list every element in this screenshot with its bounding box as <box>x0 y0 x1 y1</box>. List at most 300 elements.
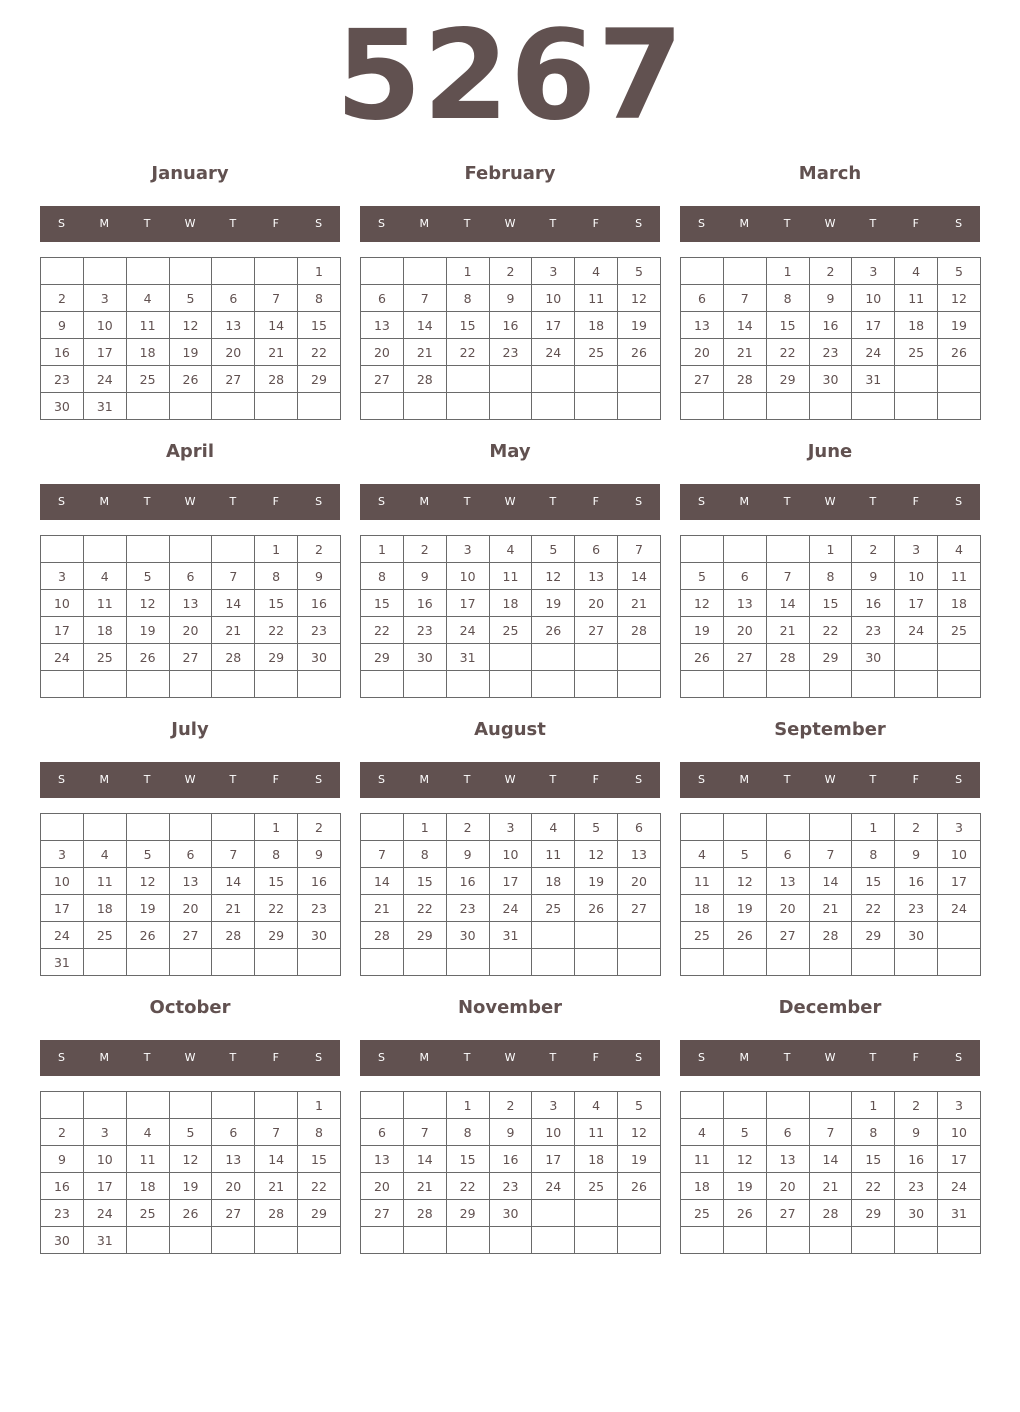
day-cell: 22 <box>766 339 809 366</box>
week-row <box>361 1119 661 1146</box>
day-cell: 25 <box>681 922 724 949</box>
day-cell: 26 <box>681 644 724 671</box>
day-cell: 10 <box>532 1119 575 1146</box>
day-cell: 26 <box>723 1200 766 1227</box>
day-cell: 12 <box>618 285 661 312</box>
day-cell: 8 <box>255 563 298 590</box>
day-cell: 2 <box>41 1119 84 1146</box>
day-cell: 27 <box>618 895 661 922</box>
day-cell: 10 <box>446 563 489 590</box>
day-cell: 17 <box>41 895 84 922</box>
day-cell <box>126 258 169 285</box>
day-cell: 16 <box>403 590 446 617</box>
day-grid <box>680 535 981 698</box>
day-cell <box>255 671 298 698</box>
day-cell: 19 <box>723 1173 766 1200</box>
day-cell: 28 <box>403 1200 446 1227</box>
day-cell: 11 <box>895 285 938 312</box>
week-row <box>681 1173 981 1200</box>
week-row <box>361 339 661 366</box>
day-grid <box>680 813 981 976</box>
day-cell: 6 <box>681 285 724 312</box>
day-cell: 30 <box>41 393 84 420</box>
day-cell: 20 <box>766 895 809 922</box>
day-cell: 3 <box>852 258 895 285</box>
weekday-label: T <box>869 217 877 230</box>
day-cell: 24 <box>532 1173 575 1200</box>
day-cell: 15 <box>766 312 809 339</box>
day-cell: 16 <box>895 1146 938 1173</box>
day-cell: 11 <box>126 1146 169 1173</box>
day-cell: 4 <box>575 1092 618 1119</box>
day-cell <box>618 949 661 976</box>
day-cell: 17 <box>446 590 489 617</box>
weekday-label: T <box>229 773 237 786</box>
day-cell: 22 <box>852 895 895 922</box>
day-cell: 16 <box>852 590 895 617</box>
day-cell: 2 <box>895 814 938 841</box>
weekday-label: M <box>419 217 430 230</box>
weekday-label: M <box>419 773 430 786</box>
week-row <box>681 1092 981 1119</box>
day-cell: 13 <box>212 312 255 339</box>
week-row <box>361 1173 661 1200</box>
day-cell: 26 <box>723 922 766 949</box>
day-cell: 5 <box>723 841 766 868</box>
weekday-label: S <box>635 773 643 786</box>
day-cell: 21 <box>723 339 766 366</box>
day-cell: 4 <box>489 536 532 563</box>
day-cell: 22 <box>852 1173 895 1200</box>
day-cell: 27 <box>681 366 724 393</box>
day-cell: 26 <box>618 339 661 366</box>
day-cell: 22 <box>298 1173 341 1200</box>
day-cell <box>361 1227 404 1254</box>
day-cell: 1 <box>852 1092 895 1119</box>
day-cell <box>212 1227 255 1254</box>
day-cell: 27 <box>766 1200 809 1227</box>
week-row <box>681 1119 981 1146</box>
day-cell <box>83 949 126 976</box>
day-cell: 12 <box>169 312 212 339</box>
day-cell: 16 <box>489 1146 532 1173</box>
week-row <box>41 590 341 617</box>
day-cell: 27 <box>169 644 212 671</box>
week-row <box>681 1146 981 1173</box>
day-cell: 15 <box>809 590 852 617</box>
day-cell <box>298 1227 341 1254</box>
week-row <box>681 949 981 976</box>
week-row <box>681 536 981 563</box>
day-cell <box>938 922 981 949</box>
day-cell: 19 <box>126 895 169 922</box>
day-cell: 10 <box>489 841 532 868</box>
day-cell: 12 <box>723 1146 766 1173</box>
day-cell: 27 <box>212 366 255 393</box>
day-cell: 17 <box>532 1146 575 1173</box>
week-row <box>361 949 661 976</box>
week-row <box>681 339 981 366</box>
day-cell: 20 <box>618 868 661 895</box>
day-cell: 13 <box>575 563 618 590</box>
day-cell: 26 <box>169 366 212 393</box>
weekday-header <box>680 1040 980 1076</box>
day-cell: 30 <box>446 922 489 949</box>
day-cell: 10 <box>41 590 84 617</box>
day-cell: 9 <box>489 1119 532 1146</box>
day-cell: 19 <box>938 312 981 339</box>
weekday-label: T <box>869 495 877 508</box>
week-row <box>361 590 661 617</box>
week-row <box>41 949 341 976</box>
day-cell: 16 <box>41 1173 84 1200</box>
day-cell: 28 <box>766 644 809 671</box>
day-cell <box>169 1092 212 1119</box>
week-row <box>361 563 661 590</box>
day-cell: 4 <box>83 841 126 868</box>
day-cell: 12 <box>681 590 724 617</box>
weekday-label: S <box>635 217 643 230</box>
day-cell: 1 <box>852 814 895 841</box>
day-cell: 19 <box>126 617 169 644</box>
weekday-label: T <box>549 1051 557 1064</box>
week-row <box>41 339 341 366</box>
weekday-label: W <box>824 773 836 786</box>
day-cell: 8 <box>446 1119 489 1146</box>
day-cell <box>895 393 938 420</box>
day-grid <box>40 257 341 420</box>
day-cell: 4 <box>681 841 724 868</box>
week-row <box>681 1200 981 1227</box>
day-cell: 9 <box>403 563 446 590</box>
day-cell: 28 <box>255 366 298 393</box>
day-cell: 22 <box>809 617 852 644</box>
week-row <box>41 393 341 420</box>
day-grid <box>680 257 981 420</box>
month-name: March <box>798 163 862 184</box>
day-cell: 6 <box>169 563 212 590</box>
day-cell: 10 <box>83 312 126 339</box>
day-cell <box>723 814 766 841</box>
day-grid <box>360 813 661 976</box>
weekday-label: S <box>635 1051 643 1064</box>
day-cell: 13 <box>723 590 766 617</box>
day-cell <box>618 922 661 949</box>
day-cell <box>681 814 724 841</box>
day-cell: 8 <box>852 1119 895 1146</box>
day-cell: 27 <box>169 922 212 949</box>
day-cell: 2 <box>489 1092 532 1119</box>
day-cell <box>938 1227 981 1254</box>
day-cell <box>938 671 981 698</box>
day-cell: 16 <box>446 868 489 895</box>
week-row <box>41 868 341 895</box>
day-cell: 6 <box>212 1119 255 1146</box>
day-cell: 24 <box>83 366 126 393</box>
day-cell <box>532 922 575 949</box>
day-cell <box>681 536 724 563</box>
week-row <box>361 258 661 285</box>
day-cell <box>169 1227 212 1254</box>
week-row <box>681 1227 981 1254</box>
weekday-label: W <box>824 495 836 508</box>
day-cell: 3 <box>446 536 489 563</box>
day-cell: 23 <box>41 1200 84 1227</box>
day-cell: 26 <box>618 1173 661 1200</box>
day-cell <box>618 1200 661 1227</box>
day-cell: 5 <box>618 1092 661 1119</box>
week-row <box>361 1200 661 1227</box>
weekday-label: M <box>419 495 430 508</box>
day-cell: 11 <box>489 563 532 590</box>
day-cell: 3 <box>895 536 938 563</box>
day-cell: 10 <box>895 563 938 590</box>
day-cell: 5 <box>126 841 169 868</box>
day-cell <box>766 1227 809 1254</box>
day-cell <box>766 671 809 698</box>
day-cell: 22 <box>403 895 446 922</box>
day-cell: 5 <box>169 285 212 312</box>
weekday-label: S <box>57 217 65 230</box>
day-cell: 14 <box>255 1146 298 1173</box>
day-cell: 22 <box>298 339 341 366</box>
day-cell: 23 <box>895 1173 938 1200</box>
day-cell: 21 <box>212 617 255 644</box>
day-cell <box>126 1227 169 1254</box>
day-cell: 1 <box>446 1092 489 1119</box>
weekday-label: F <box>592 217 599 230</box>
day-cell: 18 <box>681 895 724 922</box>
weekday-label: S <box>57 773 65 786</box>
day-cell: 12 <box>126 868 169 895</box>
weekday-label: W <box>184 217 196 230</box>
weekday-label: F <box>912 495 919 508</box>
day-cell: 7 <box>361 841 404 868</box>
day-cell <box>489 671 532 698</box>
day-cell: 21 <box>255 1173 298 1200</box>
weekday-label: T <box>549 217 557 230</box>
day-cell: 16 <box>809 312 852 339</box>
month-name: May <box>489 441 531 462</box>
weekday-header <box>360 484 660 520</box>
day-cell: 7 <box>809 841 852 868</box>
weekday-label: T <box>869 1051 877 1064</box>
day-cell <box>766 949 809 976</box>
day-cell: 1 <box>255 536 298 563</box>
day-cell <box>575 644 618 671</box>
week-row <box>41 1200 341 1227</box>
day-cell: 19 <box>618 1146 661 1173</box>
day-cell <box>126 671 169 698</box>
week-row <box>681 868 981 895</box>
day-cell: 9 <box>446 841 489 868</box>
weekday-label: T <box>229 217 237 230</box>
day-cell <box>403 949 446 976</box>
day-cell: 2 <box>852 536 895 563</box>
day-cell: 20 <box>681 339 724 366</box>
weekday-label: T <box>463 495 471 508</box>
day-cell <box>83 258 126 285</box>
day-cell <box>575 1200 618 1227</box>
day-cell <box>361 814 404 841</box>
weekday-header <box>40 206 340 242</box>
week-row <box>361 671 661 698</box>
weekday-label: S <box>955 217 963 230</box>
weekday-label: S <box>57 1051 65 1064</box>
day-cell: 2 <box>809 258 852 285</box>
day-cell <box>446 366 489 393</box>
day-cell <box>489 644 532 671</box>
weekday-label: S <box>635 495 643 508</box>
day-cell: 14 <box>361 868 404 895</box>
day-cell <box>169 393 212 420</box>
day-cell: 24 <box>489 895 532 922</box>
day-cell: 9 <box>41 1146 84 1173</box>
week-row <box>361 1092 661 1119</box>
day-cell: 17 <box>83 1173 126 1200</box>
day-cell: 8 <box>766 285 809 312</box>
day-cell <box>83 536 126 563</box>
weekday-label: S <box>955 1051 963 1064</box>
day-cell: 20 <box>169 895 212 922</box>
day-cell: 23 <box>809 339 852 366</box>
weekday-header <box>40 484 340 520</box>
day-cell <box>446 1227 489 1254</box>
day-cell <box>575 922 618 949</box>
week-row <box>41 563 341 590</box>
day-cell: 17 <box>938 868 981 895</box>
week-row <box>361 644 661 671</box>
weekday-label: F <box>912 217 919 230</box>
day-cell <box>895 366 938 393</box>
day-cell: 13 <box>766 868 809 895</box>
day-cell: 30 <box>489 1200 532 1227</box>
week-row <box>361 814 661 841</box>
day-cell: 7 <box>255 1119 298 1146</box>
month-name: December <box>778 997 882 1018</box>
day-cell: 5 <box>681 563 724 590</box>
day-cell: 25 <box>83 644 126 671</box>
day-cell: 30 <box>41 1227 84 1254</box>
week-row <box>41 1146 341 1173</box>
day-cell <box>852 949 895 976</box>
week-row <box>361 393 661 420</box>
day-cell <box>83 671 126 698</box>
weekday-label: T <box>229 1051 237 1064</box>
day-cell <box>126 949 169 976</box>
day-cell: 15 <box>298 312 341 339</box>
day-cell: 25 <box>575 1173 618 1200</box>
day-cell <box>446 671 489 698</box>
day-cell <box>126 536 169 563</box>
day-cell <box>809 671 852 698</box>
day-cell: 23 <box>489 339 532 366</box>
day-cell: 6 <box>169 841 212 868</box>
day-cell: 13 <box>169 590 212 617</box>
day-cell <box>618 1227 661 1254</box>
day-cell <box>361 1092 404 1119</box>
day-cell <box>298 671 341 698</box>
day-cell <box>852 1227 895 1254</box>
weekday-label: T <box>143 1051 151 1064</box>
day-cell: 6 <box>575 536 618 563</box>
day-cell <box>723 949 766 976</box>
day-cell: 20 <box>361 1173 404 1200</box>
day-cell: 11 <box>83 590 126 617</box>
day-cell: 11 <box>681 1146 724 1173</box>
day-cell: 30 <box>852 644 895 671</box>
weekday-label: S <box>697 217 705 230</box>
day-cell: 14 <box>212 868 255 895</box>
day-cell: 29 <box>852 1200 895 1227</box>
weekday-label: T <box>143 495 151 508</box>
day-cell <box>361 671 404 698</box>
day-cell: 5 <box>618 258 661 285</box>
day-cell: 20 <box>212 1173 255 1200</box>
day-cell: 29 <box>852 922 895 949</box>
day-cell: 22 <box>361 617 404 644</box>
day-cell: 5 <box>723 1119 766 1146</box>
month-name: June <box>807 441 853 462</box>
day-cell: 18 <box>938 590 981 617</box>
weekday-label: S <box>377 1051 385 1064</box>
weekday-header <box>360 762 660 798</box>
day-cell <box>895 1227 938 1254</box>
day-cell: 10 <box>938 1119 981 1146</box>
week-row <box>681 617 981 644</box>
day-cell: 10 <box>852 285 895 312</box>
day-cell: 20 <box>766 1173 809 1200</box>
day-cell: 12 <box>575 841 618 868</box>
day-cell <box>403 1227 446 1254</box>
day-cell: 11 <box>575 1119 618 1146</box>
day-cell <box>126 814 169 841</box>
day-cell: 25 <box>895 339 938 366</box>
day-cell: 4 <box>126 1119 169 1146</box>
day-grid <box>360 1091 661 1254</box>
day-cell <box>681 1227 724 1254</box>
day-cell <box>938 644 981 671</box>
day-cell: 7 <box>618 536 661 563</box>
day-cell: 23 <box>489 1173 532 1200</box>
day-cell: 5 <box>938 258 981 285</box>
day-cell <box>169 258 212 285</box>
week-row <box>41 841 341 868</box>
month-name: August <box>474 719 546 740</box>
day-cell: 12 <box>532 563 575 590</box>
week-row <box>41 617 341 644</box>
weekday-label: T <box>783 217 791 230</box>
day-cell <box>618 366 661 393</box>
day-cell: 11 <box>126 312 169 339</box>
day-cell: 11 <box>532 841 575 868</box>
day-cell <box>532 393 575 420</box>
day-cell <box>298 393 341 420</box>
week-row <box>361 868 661 895</box>
week-row <box>681 366 981 393</box>
day-cell: 24 <box>938 895 981 922</box>
day-cell: 20 <box>212 339 255 366</box>
day-cell: 2 <box>298 536 341 563</box>
day-cell: 28 <box>809 922 852 949</box>
day-cell: 11 <box>575 285 618 312</box>
day-cell <box>618 393 661 420</box>
day-cell: 23 <box>298 895 341 922</box>
day-cell: 24 <box>852 339 895 366</box>
day-cell: 15 <box>361 590 404 617</box>
day-cell: 6 <box>212 285 255 312</box>
day-cell <box>681 949 724 976</box>
